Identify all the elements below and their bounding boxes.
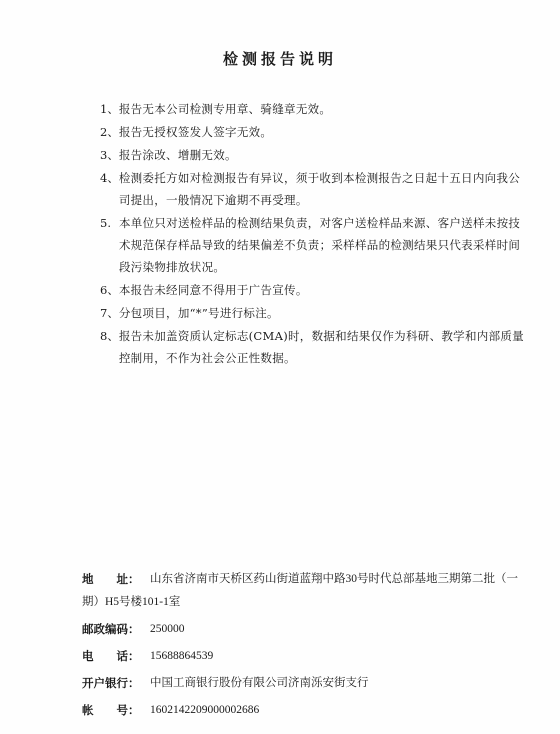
note-text: 本单位只对送检样品的检测结果负责，对客户送检样品来源、客户送样未按技术规范保存样品导致的结果偏差不负责；采样样品的检测结果只代表采样时间段污染物排放状况。: [118, 216, 521, 274]
bank-label: 开户银行：: [82, 676, 140, 690]
account-row: [82, 699, 530, 722]
note-number: 4、: [100, 171, 119, 185]
note-number: 5.: [100, 216, 111, 230]
postcode-value: 250000: [150, 623, 185, 635]
notes-list: [100, 98, 530, 370]
note-number: 6、: [100, 283, 119, 297]
note-item: [100, 279, 530, 301]
note-item: [100, 167, 530, 211]
note-text: 检测委托方如对检测报告有异议，须于收到本检测报告之日起十五日内向我公司提出，一般情况下逾期不再受理。: [118, 171, 521, 207]
note-number: 7、: [100, 306, 119, 320]
note-text: 报告涂改、增删无效。: [118, 148, 237, 162]
page-title: 检测报告说明: [222, 50, 337, 68]
account-value: 1602142209000002686: [150, 704, 260, 716]
phone-row: [82, 645, 530, 668]
bank-row: [82, 672, 530, 695]
note-number: 3、: [100, 148, 119, 162]
phone-value: 15688864539: [150, 650, 214, 662]
address-line-2: 期）H5号楼101-1室: [82, 596, 181, 608]
note-item: [100, 98, 530, 120]
note-item: [100, 144, 530, 166]
note-text: 分包项目，加“*”号进行标注。: [118, 306, 279, 320]
note-number: 8、: [100, 329, 119, 343]
bank-value: 中国工商银行股份有限公司济南泺安街支行: [150, 677, 369, 689]
note-item: [100, 302, 530, 324]
note-item: [100, 325, 530, 369]
note-number: 1、: [100, 102, 119, 116]
note-number: 2、: [100, 125, 119, 139]
note-item: [100, 212, 530, 278]
address-row: [82, 568, 530, 614]
account-label: 帐 号：: [82, 703, 140, 717]
note-text: 报告无授权签发人签字无效。: [118, 125, 273, 139]
address-label: 地 址：: [82, 572, 140, 586]
postcode-label: 邮政编码：: [82, 622, 140, 636]
contact-info: [82, 568, 530, 726]
address-line-1: 山东省济南市天桥区药山街道蓝翔中路30号时代总部基地三期第二批（一: [150, 573, 518, 585]
note-text: 本报告未经同意不得用于广告宣传。: [118, 283, 308, 297]
note-text: 报告无本公司检测专用章、骑缝章无效。: [118, 102, 332, 116]
phone-label: 电 话：: [82, 649, 140, 663]
note-item: [100, 121, 530, 143]
note-text: 报告未加盖资质认定标志(CMA)时，数据和结果仅作为科研、教学和内部质量控制用，不作为社会公正性数据。: [118, 329, 524, 365]
postcode-row: [82, 618, 530, 641]
